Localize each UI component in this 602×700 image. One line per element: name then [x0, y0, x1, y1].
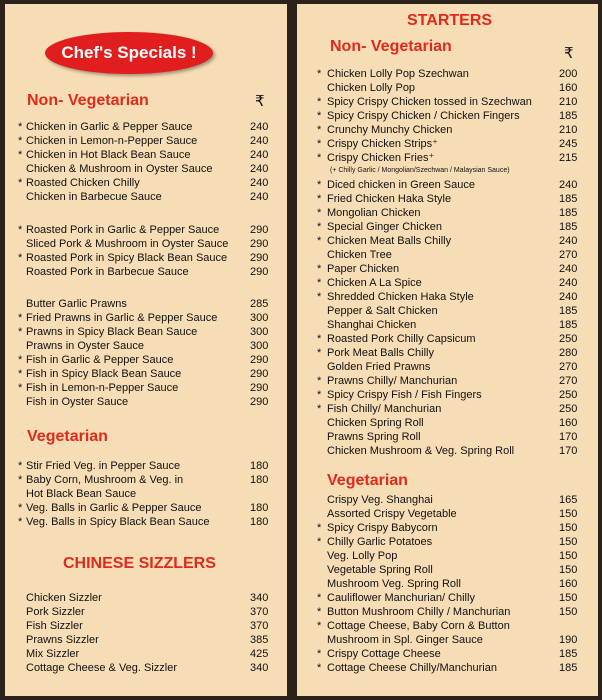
item-name: Cauliflower Manchurian/ Chilly [327, 592, 475, 604]
item-name: Cottage Cheese & Veg. Sizzler [26, 662, 178, 674]
item-price: 200 [559, 68, 578, 80]
bullet-asterisk: * [317, 277, 322, 289]
bullet-asterisk: * [317, 536, 322, 548]
bullet-asterisk: * [317, 207, 322, 219]
item-price: 270 [559, 361, 578, 373]
item-price: 285 [250, 298, 269, 310]
item-price: 240 [250, 135, 269, 147]
item-price: 210 [559, 124, 578, 136]
item-name: Roasted Pork in Garlic & Pepper Sauce [26, 224, 220, 236]
sizzlers-heading: CHINESE SIZZLERS [63, 555, 216, 572]
item-name: Shanghai Chicken [327, 319, 417, 331]
item-name: Chicken Sizzler [26, 592, 102, 604]
item-name: Prawns Sizzler [26, 634, 99, 646]
starters-title: STARTERS [407, 12, 493, 29]
item-price: 240 [250, 149, 269, 161]
item-price: 240 [250, 163, 269, 175]
left-menu-panel [5, 4, 287, 696]
item-price: 290 [250, 368, 269, 380]
item-price: 165 [559, 494, 578, 506]
item-name: Fish in Oyster Sauce [26, 396, 129, 408]
item-price: 185 [559, 110, 578, 122]
item-price: 240 [559, 263, 578, 275]
item-price: 160 [559, 417, 578, 429]
item-price: 185 [559, 207, 578, 219]
item-price: 340 [250, 662, 269, 674]
item-name: Pork Meat Balls Chilly [327, 347, 434, 359]
bullet-asterisk: * [18, 502, 23, 514]
item-price: 185 [559, 305, 578, 317]
left-rupee-symbol: ₹ [255, 93, 265, 110]
bullet-asterisk: * [317, 522, 322, 534]
item-price: 150 [559, 550, 578, 562]
item-name: Fried Chicken Haka Style [327, 193, 452, 205]
item-price: 180 [250, 474, 269, 486]
bullet-asterisk: * [18, 135, 23, 147]
item-price: 210 [559, 96, 578, 108]
item-name: Roasted Pork in Barbecue Sauce [26, 266, 189, 278]
bullet-asterisk: * [18, 382, 23, 394]
item-price: 170 [559, 445, 578, 457]
item-name: Shredded Chicken Haka Style [327, 291, 474, 303]
item-name: Fish Chilly/ Manchurian [327, 403, 442, 415]
bullet-asterisk: * [18, 252, 23, 264]
item-price: 185 [559, 648, 578, 660]
bullet-asterisk: * [18, 224, 23, 236]
bullet-asterisk: * [18, 368, 23, 380]
item-price: 290 [250, 396, 269, 408]
left-veg-heading: Vegetarian [27, 428, 108, 445]
bullet-asterisk: * [18, 516, 23, 528]
item-price: 290 [250, 382, 269, 394]
item-price: 250 [559, 333, 578, 345]
item-name: Paper Chicken [327, 263, 400, 275]
item-name: Fried Prawns in Garlic & Pepper Sauce [26, 312, 218, 324]
item-price: 290 [250, 238, 269, 250]
item-name: Chicken A La Spice [327, 277, 422, 289]
item-name: Crispy Cottage Cheese [327, 648, 441, 660]
bullet-asterisk: * [18, 354, 23, 366]
item-name: Roasted Chicken Chilly [26, 177, 140, 189]
item-price: 300 [250, 312, 269, 324]
bullet-asterisk: * [317, 110, 322, 122]
bullet-asterisk: * [317, 193, 322, 205]
item-name: Chilly Garlic Potatoes [327, 536, 433, 548]
item-price: 270 [559, 249, 578, 261]
item-name: Chicken in Hot Black Bean Sauce [26, 149, 191, 161]
item-name: Roasted Pork Chilly Capsicum [327, 333, 476, 345]
item-name: Crunchy Munchy Chicken [327, 124, 453, 136]
item-name: Golden Fried Prawns [327, 361, 431, 373]
bullet-asterisk: * [317, 221, 322, 233]
right-menu-panel [297, 4, 598, 696]
item-name: Pork Sizzler [26, 606, 85, 618]
item-price: 185 [559, 319, 578, 331]
item-name: Chicken in Barbecue Sauce [26, 191, 162, 203]
item-name: Veg. Balls in Garlic & Pepper Sauce [26, 502, 202, 514]
item-price: 280 [559, 347, 578, 359]
item-name: Prawns in Spicy Black Bean Sauce [26, 326, 198, 338]
item-name: Roasted Pork in Spicy Black Bean Sauce [26, 252, 228, 264]
item-price: 370 [250, 606, 269, 618]
item-price: 150 [559, 564, 578, 576]
item-price: 180 [250, 502, 269, 514]
item-name: Fish in Garlic & Pepper Sauce [26, 354, 174, 366]
item-price: 185 [559, 221, 578, 233]
item-name: Diced chicken in Green Sauce [327, 179, 475, 191]
item-price: 245 [559, 138, 578, 150]
item-price: 180 [250, 460, 269, 472]
item-name: Mongolian Chicken [327, 207, 421, 219]
item-price: 190 [559, 634, 578, 646]
item-name: Special Ginger Chicken [327, 221, 442, 233]
left-nonveg-heading: Non- Vegetarian [27, 92, 149, 109]
item-name: Cottage Cheese Chilly/Manchurian [327, 662, 497, 674]
item-price: 240 [559, 291, 578, 303]
item-price: 240 [250, 191, 269, 203]
bullet-asterisk: * [317, 620, 322, 632]
bullet-asterisk: * [317, 124, 322, 136]
item-name: Spicy Crispy Chicken / Chicken Fingers [327, 110, 520, 122]
item-name: Fish in Lemon-n-Pepper Sauce [26, 382, 179, 394]
item-price: 150 [559, 606, 578, 618]
item-name: Assorted Crispy Vegetable [327, 508, 457, 520]
right-veg-heading: Vegetarian [327, 472, 408, 489]
item-price: 300 [250, 340, 269, 352]
item-price: 240 [559, 179, 578, 191]
item-price: 180 [250, 516, 269, 528]
item-name: Mushroom in Spl. Ginger Sauce [327, 634, 483, 646]
item-price: 425 [250, 648, 269, 660]
bullet-asterisk: * [317, 375, 322, 387]
item-price: 290 [250, 252, 269, 264]
item-price: 185 [559, 662, 578, 674]
bullet-asterisk: * [317, 179, 322, 191]
bullet-asterisk: * [18, 312, 23, 324]
chefs-specials-badge: Chef's Specials ! [45, 32, 213, 74]
item-price: 240 [250, 177, 269, 189]
item-price: 250 [559, 403, 578, 415]
bullet-asterisk: * [317, 662, 322, 674]
item-name: Chicken Spring Roll [327, 417, 424, 429]
bullet-asterisk: * [317, 333, 322, 345]
item-name: Spicy Crispy Chicken tossed in Szechwan [327, 96, 532, 108]
bullet-asterisk: * [317, 606, 322, 618]
item-price: 270 [559, 375, 578, 387]
item-name: Crispy Chicken Fries⁺ [327, 152, 435, 164]
bullet-asterisk: * [317, 138, 322, 150]
item-price: 150 [559, 592, 578, 604]
bullet-asterisk: * [317, 403, 322, 415]
item-price: 160 [559, 82, 578, 94]
item-price: 215 [559, 152, 578, 164]
item-name: Mushroom Veg. Spring Roll [327, 578, 461, 590]
item-price: 150 [559, 508, 578, 520]
bullet-asterisk: * [317, 347, 322, 359]
item-name: Sliced Pork & Mushroom in Oyster Sauce [26, 238, 229, 250]
bullet-asterisk: * [317, 648, 322, 660]
bullet-asterisk: * [317, 291, 322, 303]
item-name: Chicken Tree [327, 249, 392, 261]
item-price: 290 [250, 354, 269, 366]
item-name: Prawns in Oyster Sauce [26, 340, 144, 352]
item-name: Vegetable Spring Roll [327, 564, 433, 576]
item-name: Fish Sizzler [26, 620, 83, 632]
item-price: 160 [559, 578, 578, 590]
fries-sauce-note: (+ Chilly Garlic / Mongolian/Szechwan / Malaysian Sauce) [330, 167, 510, 174]
item-name: Prawns Chilly/ Manchurian [327, 375, 458, 387]
item-name: Crispy Chicken Strips⁺ [327, 138, 438, 150]
item-name: Cottage Cheese, Baby Corn & Button [327, 620, 510, 632]
item-price: 370 [250, 620, 269, 632]
bullet-asterisk: * [317, 152, 322, 164]
item-name: Spicy Crispy Babycorn [327, 522, 438, 534]
item-price: 240 [559, 277, 578, 289]
item-price: 240 [250, 121, 269, 133]
item-name: Pepper & Salt Chicken [327, 305, 438, 317]
item-name: Chicken Lolly Pop Szechwan [327, 68, 469, 80]
item-price: 290 [250, 224, 269, 236]
item-price: 240 [559, 235, 578, 247]
item-name: Spicy Crispy Fish / Fish Fingers [327, 389, 482, 401]
item-price: 150 [559, 536, 578, 548]
bullet-asterisk: * [317, 263, 322, 275]
item-name: Chicken Meat Balls Chilly [327, 235, 452, 247]
item-name: Fish in Spicy Black Bean Sauce [26, 368, 182, 380]
bullet-asterisk: * [317, 389, 322, 401]
item-price: 185 [559, 193, 578, 205]
item-price: 340 [250, 592, 269, 604]
bullet-asterisk: * [18, 326, 23, 338]
item-name: Butter Garlic Prawns [26, 298, 127, 310]
bullet-asterisk: * [18, 121, 23, 133]
bullet-asterisk: * [317, 96, 322, 108]
bullet-asterisk: * [18, 149, 23, 161]
item-name: Button Mushroom Chilly / Manchurian [327, 606, 511, 618]
item-price: 290 [250, 266, 269, 278]
item-name: Chicken & Mushroom in Oyster Sauce [26, 163, 213, 175]
item-price: 250 [559, 389, 578, 401]
bullet-asterisk: * [317, 592, 322, 604]
item-name: Stir Fried Veg. in Pepper Sauce [26, 460, 181, 472]
right-rupee-symbol: ₹ [564, 45, 574, 62]
item-name: Mix Sizzler [26, 648, 80, 660]
item-name: Hot Black Bean Sauce [26, 488, 137, 500]
item-name: Veg. Lolly Pop [327, 550, 398, 562]
item-name: Crispy Veg. Shanghai [327, 494, 433, 506]
item-name: Chicken Lolly Pop [327, 82, 416, 94]
bullet-asterisk: * [18, 474, 23, 486]
bullet-asterisk: * [18, 177, 23, 189]
item-name: Chicken in Lemon-n-Pepper Sauce [26, 135, 198, 147]
item-name: Veg. Balls in Spicy Black Bean Sauce [26, 516, 210, 528]
right-nonveg-heading: Non- Vegetarian [330, 38, 452, 55]
item-price: 300 [250, 326, 269, 338]
bullet-asterisk: * [317, 235, 322, 247]
item-name: Baby Corn, Mushroom & Veg. in [26, 474, 184, 486]
item-price: 150 [559, 522, 578, 534]
item-name: Prawns Spring Roll [327, 431, 421, 443]
bullet-asterisk: * [18, 460, 23, 472]
item-price: 385 [250, 634, 269, 646]
bullet-asterisk: * [317, 68, 322, 80]
item-price: 170 [559, 431, 578, 443]
item-name: Chicken Mushroom & Veg. Spring Roll [327, 445, 515, 457]
item-name: Chicken in Garlic & Pepper Sauce [26, 121, 193, 133]
